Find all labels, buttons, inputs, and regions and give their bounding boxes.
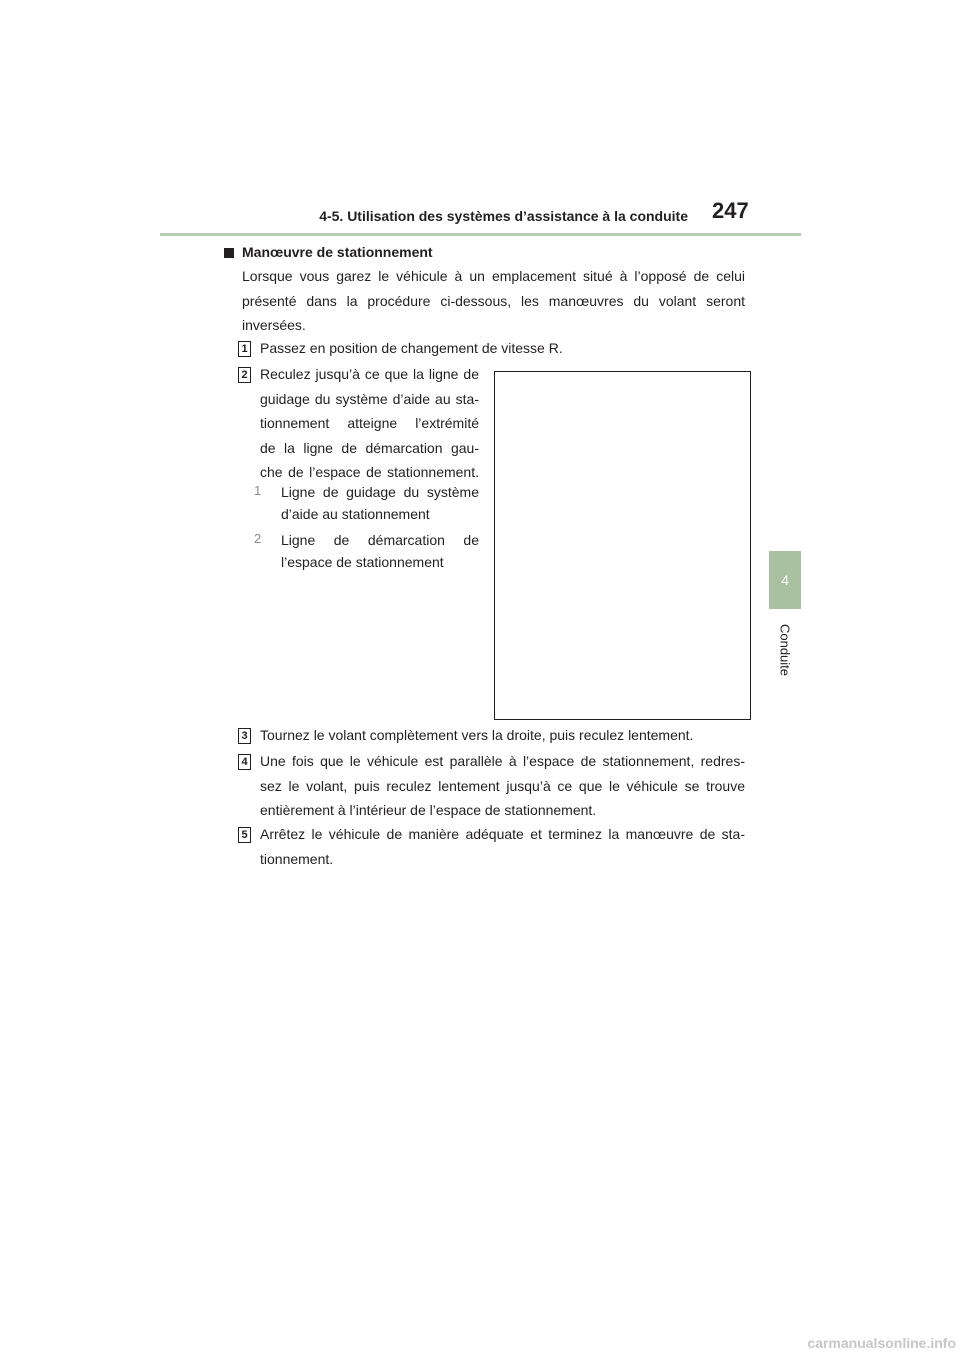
callout-number-2: 2 <box>254 531 262 546</box>
step-1-text <box>260 336 750 361</box>
intro-paragraph <box>242 264 745 338</box>
chapter-label: Conduite <box>777 623 793 677</box>
step-line: Tournez le volant complètement vers la droite, puis reculez lentement. <box>260 727 694 743</box>
page-number: 247 <box>712 198 749 223</box>
watermark: carmanualsonline.info <box>807 1335 956 1351</box>
step-line: de la ligne de démarcation gau- <box>260 439 479 456</box>
step-badge-2: 2 <box>238 367 251 383</box>
step-line: guidage du système d’aide au sta- <box>260 390 479 407</box>
callout-number-1: 1 <box>254 483 262 498</box>
step-line: Arrêtez le véhicule de manière adéquate et terminez la manœuvre de sta- <box>260 826 745 842</box>
step-3-text <box>260 723 750 748</box>
callout-line: l’espace de stationnement <box>281 554 444 570</box>
step-line: tionnement. <box>260 850 334 867</box>
running-header-title: 4-5. Utilisation des systèmes d’assistance à la conduite <box>319 208 688 224</box>
callout-line: Ligne de guidage du système <box>281 484 479 500</box>
step-4-text <box>260 749 745 823</box>
callout-text-2 <box>281 529 479 573</box>
step-line: sez le volant, puis reculez lentement jusqu’à ce que le véhicule se trouve <box>260 777 745 794</box>
step-line: Passez en position de changement de vitesse R. <box>260 340 563 356</box>
step-line: che de l’espace de stationnement. <box>260 464 479 480</box>
intro-line: Lorsque vous garez le véhicule à un emplacement situé à l’opposé de celui <box>242 268 745 284</box>
step-line: Reculez jusqu’à ce que la ligne de <box>260 366 479 382</box>
callout-text-1 <box>281 481 479 525</box>
chapter-number: 4 <box>781 572 789 588</box>
intro-line: présenté dans la procédure ci-dessous, les manœuvres du volant seront <box>242 292 745 309</box>
header-rule <box>160 233 801 236</box>
step-line: Une fois que le véhicule est parallèle à l’espace de stationnement, redres- <box>260 753 745 769</box>
callout-line: d’aide au stationnement <box>281 506 430 522</box>
step-2-text <box>260 362 479 485</box>
intro-line: inversées. <box>242 317 306 333</box>
callout-line: Ligne de démarcation de <box>281 532 479 548</box>
illustration-frame <box>494 371 751 720</box>
step-badge-1: 1 <box>238 341 251 357</box>
step-line: entièrement à l’intérieur de l’espace de stationnement. <box>260 802 597 818</box>
step-line: tionnement atteigne l’extrémité <box>260 415 479 431</box>
step-badge-3: 3 <box>238 728 251 744</box>
square-bullet-icon <box>224 248 234 258</box>
chapter-tab <box>769 551 801 609</box>
step-badge-4: 4 <box>238 754 251 770</box>
step-badge-5: 5 <box>238 827 251 843</box>
step-5-text <box>260 822 745 871</box>
section-title: Manœuvre de stationnement <box>242 244 433 260</box>
